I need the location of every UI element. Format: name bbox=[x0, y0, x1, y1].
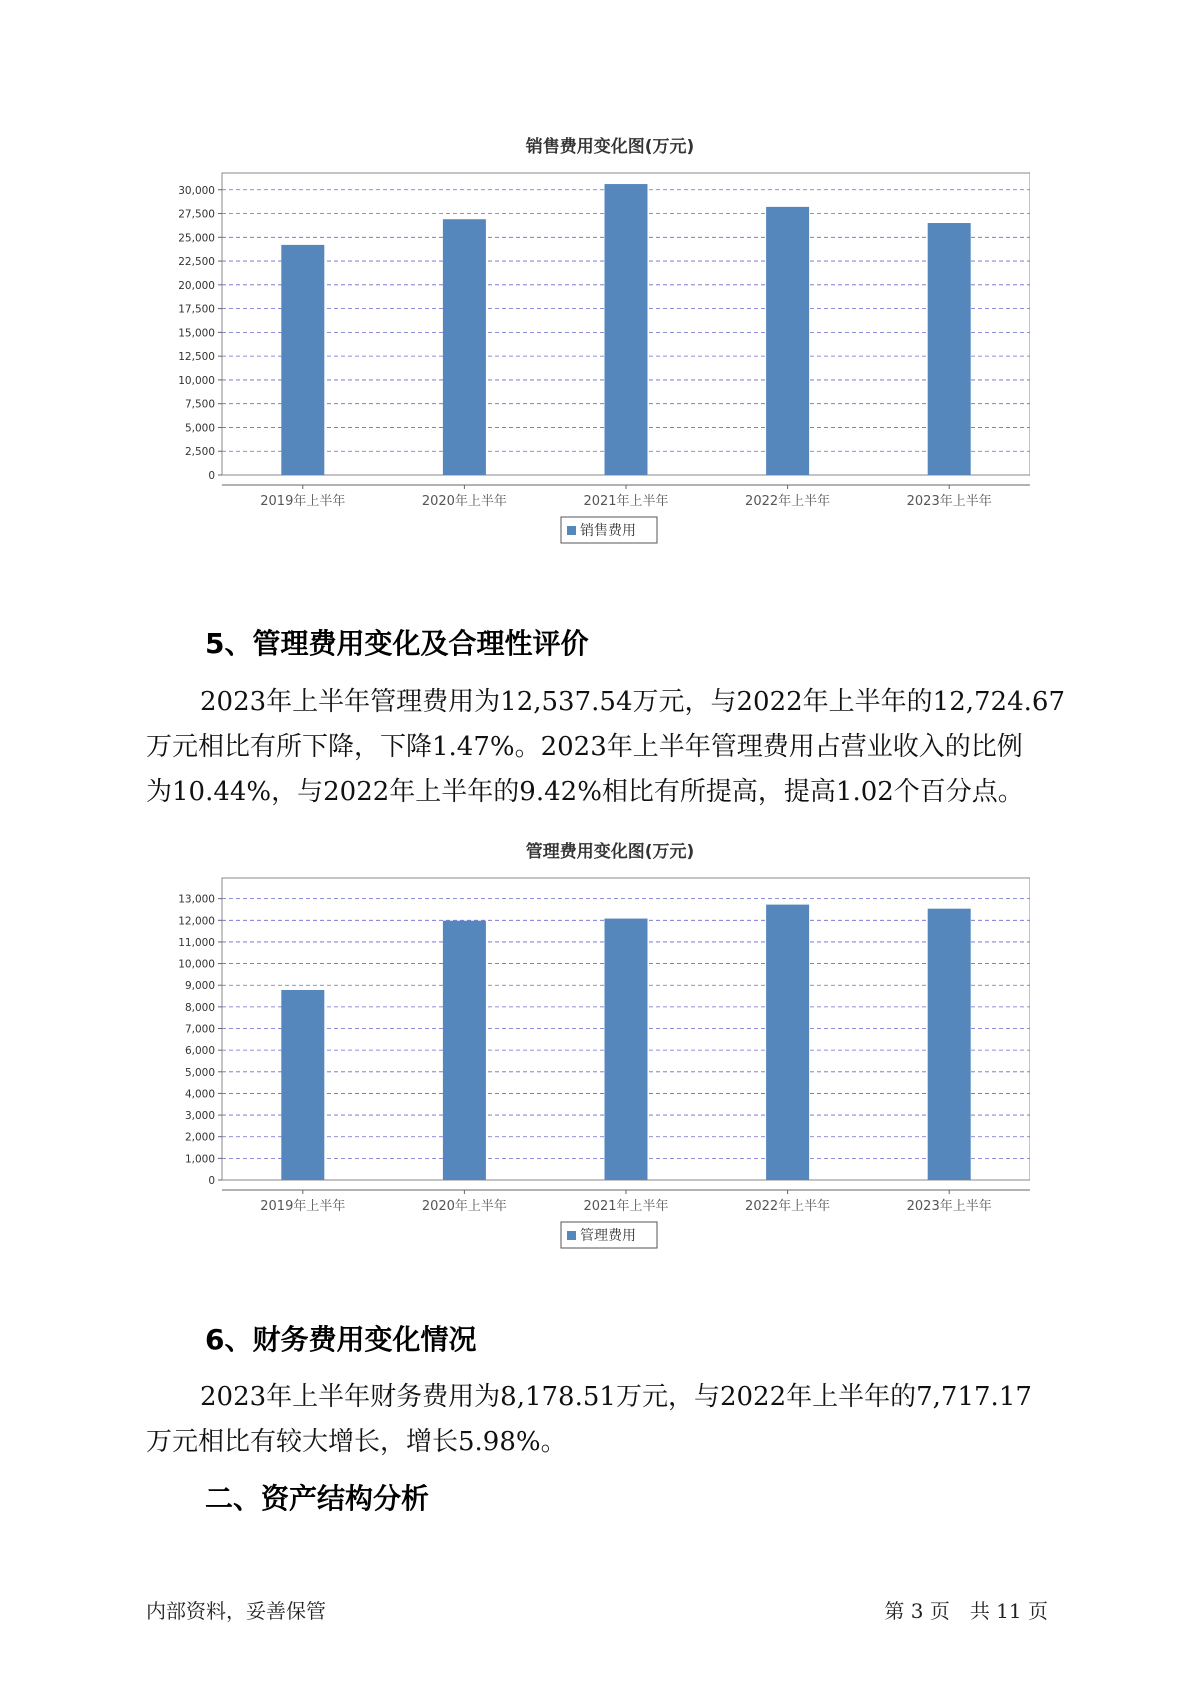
y-tick-label: 2,000 bbox=[184, 1131, 215, 1144]
y-tick-label: 3,000 bbox=[184, 1110, 215, 1123]
section-5-paragraph bbox=[146, 680, 1081, 815]
section-6-heading: 6、财务费用变化情况 bbox=[205, 1323, 477, 1356]
x-tick-label: 2020年上半年 bbox=[421, 1199, 507, 1214]
y-tick-label: 12,500 bbox=[178, 351, 215, 364]
bar bbox=[281, 245, 324, 475]
x-tick-label: 2022年上半年 bbox=[745, 494, 831, 509]
legend-label: 管理费用 bbox=[580, 1228, 636, 1244]
x-tick-label: 2019年上半年 bbox=[260, 1199, 346, 1214]
admin-expense-chart-svg bbox=[150, 835, 1030, 1305]
y-tick-label: 12,000 bbox=[178, 915, 215, 928]
y-tick-label: 20,000 bbox=[178, 279, 215, 292]
x-tick-label: 2020年上半年 bbox=[421, 494, 507, 509]
chart-title: 销售费用变化图(万元) bbox=[525, 137, 695, 157]
bar bbox=[443, 921, 486, 1180]
section-5-heading: 5、管理费用变化及合理性评价 bbox=[205, 627, 589, 660]
sales-expense-chart-svg bbox=[150, 130, 1030, 600]
footer-confidential: 内部资料，妥善保管 bbox=[146, 1599, 326, 1623]
admin-expense-chart bbox=[150, 835, 1030, 1305]
section-two-heading: 二、资产结构分析 bbox=[205, 1482, 430, 1515]
y-tick-label: 5,000 bbox=[184, 422, 215, 435]
bar bbox=[605, 919, 648, 1180]
y-tick-label: 8,000 bbox=[184, 1001, 215, 1014]
footer-page-number: 第 3 页 共 11 页 bbox=[884, 1599, 1048, 1623]
x-tick-label: 2023年上半年 bbox=[906, 494, 992, 509]
y-tick-label: 7,500 bbox=[184, 398, 215, 411]
x-tick-label: 2023年上半年 bbox=[906, 1199, 992, 1214]
paragraph-line: 万元相比有所下降，下降1.47%。2023年上半年管理费用占营业收入的比例 bbox=[146, 732, 1023, 762]
y-tick-label: 17,500 bbox=[178, 303, 215, 316]
paragraph-line: 为10.44%，与2022年上半年的9.42%相比有所提高，提高1.02个百分点。 bbox=[146, 777, 1024, 807]
y-tick-label: 9,000 bbox=[184, 980, 215, 993]
y-tick-label: 6,000 bbox=[184, 1045, 215, 1058]
bar bbox=[281, 990, 324, 1180]
paragraph-line: 2023年上半年管理费用为12,537.54万元，与2022年上半年的12,724.67 bbox=[200, 687, 1065, 717]
bar bbox=[605, 184, 648, 475]
bar bbox=[928, 223, 971, 475]
section-6-paragraph bbox=[146, 1375, 1081, 1465]
y-tick-label: 2,500 bbox=[184, 446, 215, 459]
x-tick-label: 2019年上半年 bbox=[260, 494, 346, 509]
y-tick-label: 10,000 bbox=[178, 374, 215, 387]
y-tick-label: 1,000 bbox=[184, 1153, 215, 1166]
legend-swatch bbox=[567, 526, 576, 535]
x-tick-label: 2021年上半年 bbox=[583, 1199, 669, 1214]
paragraph-line: 万元相比有较大增长，增长5.98%。 bbox=[146, 1427, 567, 1457]
bar bbox=[766, 905, 809, 1180]
bar bbox=[928, 909, 971, 1180]
x-tick-label: 2022年上半年 bbox=[745, 1199, 831, 1214]
y-tick-label: 11,000 bbox=[178, 936, 215, 949]
y-tick-label: 10,000 bbox=[178, 958, 215, 971]
y-tick-label: 4,000 bbox=[184, 1088, 215, 1101]
y-tick-label: 27,500 bbox=[178, 208, 215, 221]
y-tick-label: 5,000 bbox=[184, 1066, 215, 1079]
legend-swatch bbox=[567, 1231, 576, 1240]
y-tick-label: 25,000 bbox=[178, 232, 215, 245]
bar bbox=[443, 219, 486, 475]
y-tick-label: 0 bbox=[208, 470, 215, 482]
paragraph-line: 2023年上半年财务费用为8,178.51万元，与2022年上半年的7,717.17 bbox=[200, 1382, 1032, 1412]
bar bbox=[766, 207, 809, 475]
x-tick-label: 2021年上半年 bbox=[583, 494, 669, 509]
y-tick-label: 15,000 bbox=[178, 327, 215, 340]
y-tick-label: 22,500 bbox=[178, 256, 215, 269]
y-tick-label: 7,000 bbox=[184, 1023, 215, 1036]
chart-title: 管理费用变化图(万元) bbox=[525, 842, 695, 862]
y-tick-label: 13,000 bbox=[178, 893, 215, 906]
y-tick-label: 0 bbox=[208, 1175, 215, 1187]
y-tick-label: 30,000 bbox=[178, 184, 215, 197]
legend-label: 销售费用 bbox=[580, 523, 636, 539]
sales-expense-chart bbox=[150, 130, 1030, 600]
